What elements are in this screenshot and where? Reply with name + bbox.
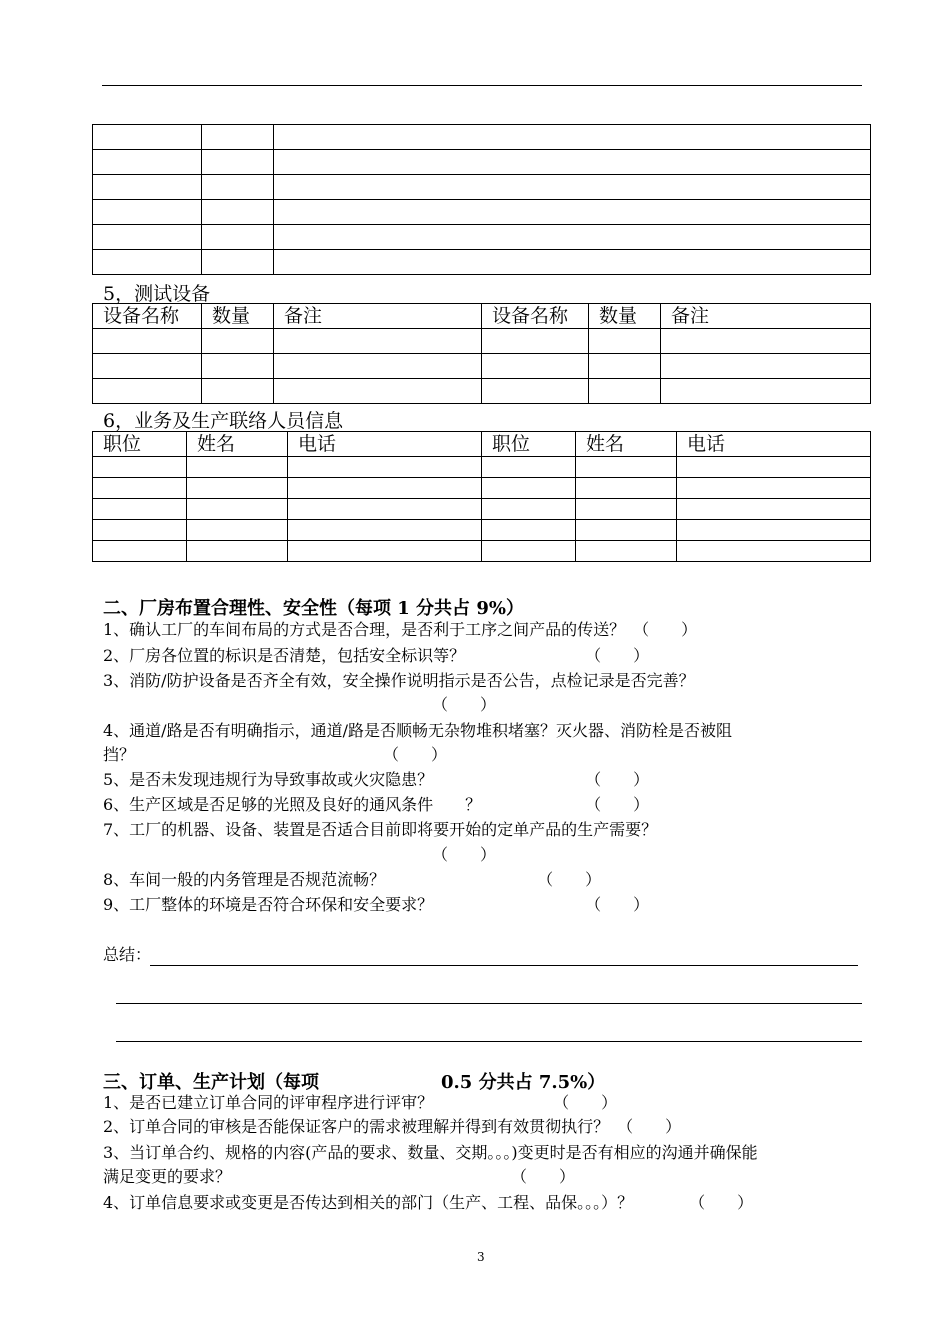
section2-item-1: 1、确认工厂的车间布局的方式是否合理，是否利于工序之间产品的传送？ （ ） xyxy=(103,620,698,639)
equipment-table-cell xyxy=(202,329,274,354)
contacts-header-position-2: 职位 xyxy=(482,432,576,457)
section5-title: 5，测试设备 xyxy=(103,283,211,305)
section3-item-3-cont: 满足变更的要求？ （ ） xyxy=(103,1167,576,1186)
section2-item-3-answer: （ ） xyxy=(432,695,497,714)
contacts-table-cell xyxy=(482,520,576,541)
section2-item-5: 5、是否未发现违规行为导致事故或火灾隐患？ （ ） xyxy=(103,770,650,789)
equipment-table-cell xyxy=(93,379,202,404)
equipment-table-cell xyxy=(661,329,871,354)
equipment-table-cell xyxy=(93,354,202,379)
equipment-header-name-2: 设备名称 xyxy=(482,304,589,329)
top-table-cell xyxy=(202,125,274,150)
top-table-row xyxy=(93,125,871,150)
contacts-table-cell xyxy=(677,541,871,562)
contacts-table-cell xyxy=(677,478,871,499)
section2-title: 二、厂房布置合理性、安全性（每项 1 分共占 9%） xyxy=(103,598,524,619)
equipment-table-cell xyxy=(661,379,871,404)
contacts-table-cell xyxy=(677,457,871,478)
top-table-cell xyxy=(93,250,202,275)
contacts-table-cell xyxy=(482,541,576,562)
contacts-header-phone-2: 电话 xyxy=(677,432,871,457)
top-table-cell xyxy=(202,175,274,200)
equipment-table-cell xyxy=(589,379,661,404)
contacts-table-cell xyxy=(93,478,187,499)
section3-item-1: 1、是否已建立订单合同的评审程序进行评审？ （ ） xyxy=(103,1093,618,1112)
top-table-cell xyxy=(274,150,871,175)
contacts-table-cell xyxy=(187,457,288,478)
section3-title: 三、订单、生产计划（每项 xyxy=(103,1072,319,1093)
top-table-row xyxy=(93,175,871,200)
equipment-table xyxy=(92,303,871,404)
top-table-cell xyxy=(274,200,871,225)
top-table-row xyxy=(93,225,871,250)
top-table-cell xyxy=(93,200,202,225)
contacts-header-position: 职位 xyxy=(93,432,187,457)
contacts-table-cell xyxy=(187,499,288,520)
contacts-table-cell xyxy=(288,520,482,541)
contacts-table-cell xyxy=(576,457,677,478)
contacts-table-cell xyxy=(93,499,187,520)
section2-item-9: 9、工厂整体的环境是否符合环保和安全要求？ （ ） xyxy=(103,895,650,914)
equipment-header-name: 设备名称 xyxy=(93,304,202,329)
contacts-table-cell xyxy=(482,499,576,520)
contacts-table-cell xyxy=(677,499,871,520)
contacts-table-cell xyxy=(187,478,288,499)
top-table-row xyxy=(93,150,871,175)
equipment-table-cell xyxy=(202,379,274,404)
contacts-header-name: 姓名 xyxy=(187,432,288,457)
contacts-table-row xyxy=(93,499,871,520)
section3-item-2: 2、订单合同的审核是否能保证客户的需求被理解并得到有效贯彻执行？ （ ） xyxy=(103,1117,682,1136)
contacts-table-row xyxy=(93,541,871,562)
equipment-table-cell xyxy=(202,354,274,379)
contacts-table-cell xyxy=(187,520,288,541)
equipment-table-cell xyxy=(274,329,482,354)
top-table-cell xyxy=(202,250,274,275)
section3-item-4: 4、订单信息要求或变更是否传达到相关的部门（生产、工程、品保。。。）？ （ ） xyxy=(103,1193,754,1212)
equipment-table-cell xyxy=(274,354,482,379)
equipment-table-cell xyxy=(482,329,589,354)
equipment-table-cell xyxy=(93,329,202,354)
top-table-cell xyxy=(93,125,202,150)
equipment-table-row xyxy=(93,329,871,354)
summary-label: 总结： xyxy=(103,945,152,964)
summary-line-1 xyxy=(150,965,858,966)
equipment-table-cell xyxy=(482,379,589,404)
equipment-table-cell xyxy=(274,379,482,404)
section2-item-6: 6、生产区域是否足够的光照及良好的通风条件 ？ （ ） xyxy=(103,795,650,814)
section2-item-2: 2、厂房各位置的标识是否清楚，包括安全标识等？ （ ） xyxy=(103,646,650,665)
equipment-table-cell xyxy=(661,354,871,379)
equipment-table-cell xyxy=(589,329,661,354)
summary-line-2 xyxy=(116,1003,862,1004)
contacts-table xyxy=(92,431,871,562)
equipment-header-note: 备注 xyxy=(274,304,482,329)
contacts-header-phone: 电话 xyxy=(288,432,482,457)
top-table xyxy=(92,124,871,275)
contacts-header-name-2: 姓名 xyxy=(576,432,677,457)
contacts-table-cell xyxy=(187,541,288,562)
top-table-cell xyxy=(202,200,274,225)
section2-item-3: 3、消防/防护设备是否齐全有效，安全操作说明指示是否公告，点检记录是否完善？ xyxy=(103,671,695,690)
contacts-table-cell xyxy=(576,520,677,541)
contacts-table-cell xyxy=(288,457,482,478)
section2-item-7: 7、工厂的机器、设备、装置是否适合目前即将要开始的定单产品的生产需要？ xyxy=(103,820,658,839)
top-table-cell xyxy=(202,225,274,250)
page-number: 3 xyxy=(477,1250,485,1264)
contacts-table-cell xyxy=(93,457,187,478)
contacts-table-cell xyxy=(93,520,187,541)
summary-line-3 xyxy=(116,1041,862,1042)
contacts-table-cell xyxy=(288,541,482,562)
header-rule xyxy=(102,85,862,86)
equipment-table-row xyxy=(93,354,871,379)
section3-title-score: 0.5 分共占 7.5%） xyxy=(441,1072,606,1093)
contacts-table-cell xyxy=(288,499,482,520)
top-table-cell xyxy=(93,225,202,250)
contacts-table-row xyxy=(93,457,871,478)
contacts-table-cell xyxy=(576,499,677,520)
top-table-row xyxy=(93,200,871,225)
top-table-cell xyxy=(274,250,871,275)
contacts-table-row xyxy=(93,520,871,541)
contacts-table-cell xyxy=(576,478,677,499)
contacts-table-cell xyxy=(482,478,576,499)
contacts-table-row xyxy=(93,478,871,499)
section2-item-4-cont: 挡？ （ ） xyxy=(103,745,448,764)
top-table-cell xyxy=(274,125,871,150)
top-table-cell xyxy=(274,175,871,200)
contacts-table-cell xyxy=(576,541,677,562)
top-table-cell xyxy=(93,175,202,200)
top-table-row xyxy=(93,250,871,275)
section3-item-3: 3、当订单合约、规格的内容(产品的要求、数量、交期。。。)变更时是否有相应的沟通并确保能 xyxy=(103,1143,758,1162)
equipment-table-cell xyxy=(482,354,589,379)
top-table-cell xyxy=(274,225,871,250)
section6-title: 6，业务及生产联络人员信息 xyxy=(103,410,344,432)
section2-item-8: 8、车间一般的内务管理是否规范流畅？ （ ） xyxy=(103,870,602,889)
equipment-header-qty: 数量 xyxy=(202,304,274,329)
equipment-table-cell xyxy=(589,354,661,379)
equipment-header-note-2: 备注 xyxy=(661,304,871,329)
equipment-header-qty-2: 数量 xyxy=(589,304,661,329)
contacts-table-cell xyxy=(93,541,187,562)
contacts-table-cell xyxy=(288,478,482,499)
top-table-cell xyxy=(93,150,202,175)
top-table-cell xyxy=(202,150,274,175)
contacts-table-cell xyxy=(482,457,576,478)
contacts-table-cell xyxy=(677,520,871,541)
section2-item-4: 4、通道/路是否有明确指示，通道/路是否顺畅无杂物堆积堵塞？灭火器、消防栓是否被阻 xyxy=(103,721,732,740)
equipment-table-row xyxy=(93,379,871,404)
section2-item-7-answer: （ ） xyxy=(432,845,497,864)
